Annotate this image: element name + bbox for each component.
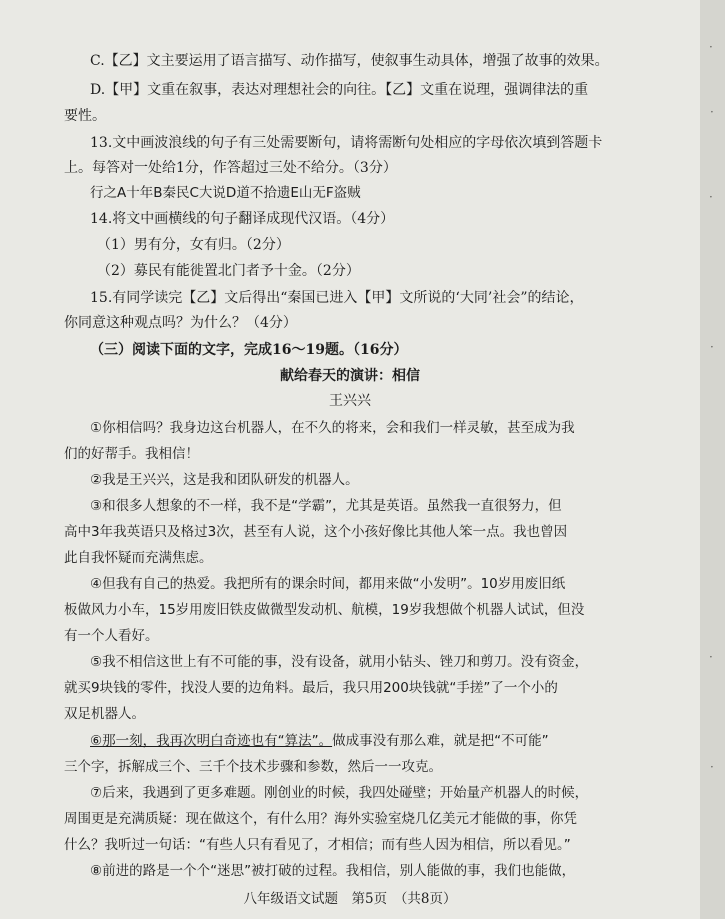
paragraph-7: ⑦后来，我遇到了更多难题。刚创业的时候，我四处碰壁；开始量产机器人的时候， <box>90 785 589 801</box>
paragraph-7-line-2: 周围更是充满质疑：现在做这个，有什么用？海外实验室烧几亿美元才能做的事，你凭 <box>64 811 577 827</box>
paragraph-8: ⑧前进的路是一个个“迷思”被打破的过程。我相信，别人能做的事，我们也能做， <box>90 863 576 879</box>
question-13-sentence: 行之A十年B秦民C大说D道不拾遗E山无F盗贼 <box>90 185 361 201</box>
scan-edge: · · · · · · <box>700 0 725 919</box>
section-heading: （三）阅读下面的文字，完成16～19题。（16分） <box>90 342 408 358</box>
paragraph-6-rest: 做成事没有那么难，就是把“不可能” <box>332 733 549 749</box>
paragraph-4-line-3: 有一个人看好。 <box>64 628 159 644</box>
question-14: 14.将文中画横线的句子翻译成现代汉语。（4分） <box>90 211 395 227</box>
paragraph-4-line-2: 板做风力小车，15岁用废旧铁皮做微型发动机、航模，19岁我想做个机器人试试，但没 <box>64 602 585 618</box>
paragraph-3-line-3: 此自我怀疑而充满焦虑。 <box>64 550 213 566</box>
article-title: 献给春天的演讲：相信 <box>280 368 420 384</box>
paragraph-7-line-3: 什么？我听过一句话：“有些人只有看见了，才相信；而有些人因为相信，所以看见。” <box>64 837 571 853</box>
paragraph-6 <box>90 731 549 751</box>
question-15: 15.有同学读完【乙】文后得出“秦国已进入【甲】文所说的‘大同’社会”的结论， <box>90 290 584 306</box>
article-author: 王兴兴 <box>329 393 371 409</box>
question-14-item-2: （2）募民有能徙置北门者予十金。（2分） <box>97 263 360 279</box>
paragraph-5-line-3: 双足机器人。 <box>64 706 145 722</box>
question-13-continued: 上。每答对一处给1分，作答超过三处不给分。（3分） <box>64 160 397 176</box>
option-d-continued: 要性。 <box>64 108 106 124</box>
question-13: 13.文中画波浪线的句子有三处需要断句，请将需断句处相应的字母依次填到答题卡 <box>90 135 603 151</box>
paragraph-6-line-2: 三个字，拆解成三个、三千个技术步骤和参数，然后一一攻克。 <box>64 759 442 775</box>
paragraph-4: ④但我有自己的热爱。我把所有的课余时间，都用来做“小发明”。10岁用废旧纸 <box>90 576 566 592</box>
paragraph-5-line-2: 就买9块钱的零件，找没人要的边角料。最后，我只用200块钱就“手搓”了一个小的 <box>64 680 558 696</box>
paragraph-1-continued: 们的好帮手。我相信！ <box>64 446 199 462</box>
paragraph-6-underlined-sentence: ⑥那一刻，我再次明白奇迹也有“算法”。 <box>90 733 333 749</box>
page-footer: 八年级语文试题 第5页 （共8页） <box>243 891 457 907</box>
paragraph-5: ⑤我不相信这世上有不可能的事，没有设备，就用小钻头、锉刀和剪刀。没有资金， <box>90 654 589 670</box>
paragraph-3: ③和很多人想象的不一样，我不是“学霸”，尤其是英语。虽然我一直很努力，但 <box>90 498 562 514</box>
option-c: C.【乙】文主要运用了语言描写、动作描写，使叙事生动具体，增强了故事的效果。 <box>90 53 609 69</box>
paragraph-3-line-2: 高中3年我英语只及格过3次，甚至有人说，这个小孩好像比其他人笨一点。我也曾因 <box>64 524 568 540</box>
question-15-continued: 你同意这种观点吗？为什么？（4分） <box>64 315 297 331</box>
paragraph-2: ②我是王兴兴，这是我和团队研发的机器人。 <box>90 472 359 488</box>
paragraph-1: ①你相信吗？我身边这台机器人，在不久的将来，会和我们一样灵敏，甚至成为我 <box>90 420 575 436</box>
question-14-item-1: （1）男有分，女有归。（2分） <box>97 237 290 253</box>
option-d: D.【甲】文重在叙事，表达对理想社会的向往。【乙】文重在说理，强调律法的重 <box>90 82 589 98</box>
